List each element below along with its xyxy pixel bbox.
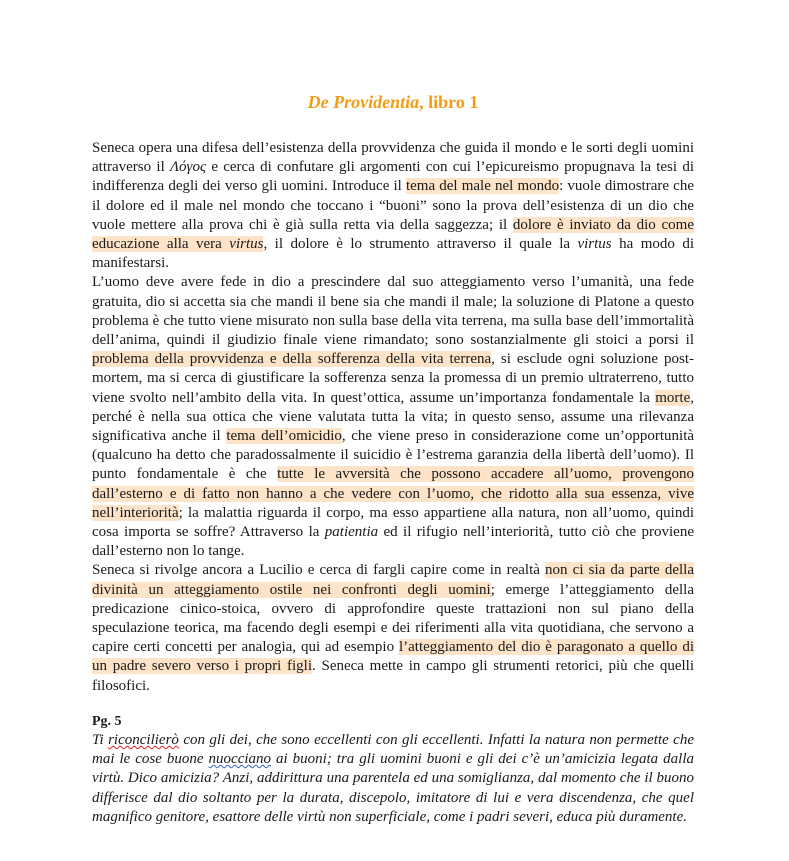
document-page: [92, 92, 694, 827]
highlighted-text: morte: [655, 389, 691, 406]
highlighted-text: virtus: [229, 236, 264, 253]
highlighted-text: l’atteggiamento del dio è paragonato a quello di un padre severo verso i propri figli: [92, 639, 694, 675]
text-segment: L’uomo deve avere fede in dio a prescindere dal suo atteggiamento verso l’umanità, una fede gratuita, dio si accetta sia che mandi il bene sia che mandi il male; la soluzione di Platone a questo problema è che tutto viene misurato non sulla base della vita terrena, ma sulla base dell’immortalità dell’anima, quindi il giudizio finale viene rimandato; sono sostanzialmente gli stoici a porsi il: [92, 274, 694, 349]
text-segment: ; la malattia riguarda il corpo, ma esso appartiene alla natura, non all’uomo, quindi cosa importa se soffre? Attraverso la: [92, 504, 694, 541]
highlighted-text: non ci sia da parte della divinità un atteggiamento ostile nei confronti degli uomini: [92, 562, 694, 598]
paragraph: [92, 273, 694, 561]
text-segment: Seneca opera una difesa dell’esistenza della provvidenza che guida il mondo e le sorti degli uomini attraverso il: [92, 140, 694, 176]
highlighted-text: tema dell’omicidio: [226, 428, 342, 445]
text-segment: virtus: [577, 236, 612, 253]
text-segment: ed il rifugio nell’interiorità, tutto ciò che proviene dall’esterno non lo tange.: [92, 524, 694, 560]
text-segment: , si esclude ogni soluzione post-mortem, ma si cerca di giustificare la sofferenza senza la promessa di un premio ultraterreno, tutto viene svolto nell’ambito della vita. In quest’ottica, assume un’importanza fondamentale la: [92, 351, 694, 406]
page-reference: Pg. 5: [92, 713, 122, 729]
spellcheck-word: riconcilierò: [108, 731, 179, 748]
title-rest: , libro 1: [419, 92, 479, 112]
document-title: [92, 92, 694, 113]
text-segment: Λόγος: [170, 159, 207, 176]
quote-paragraph: [92, 731, 694, 827]
text-segment: Ti: [92, 731, 109, 748]
title-italic: De Providentia: [307, 92, 420, 112]
spellcheck-word: nuocciano: [208, 751, 272, 768]
text-segment: , il dolore è lo strumento attraverso il quale la: [263, 236, 578, 253]
text-segment: e cerca di confutare gli argomenti con cui l’epicureismo propugnava la tesi di indifferenza degli dei verso gli uomini. Introduce il: [92, 159, 694, 195]
highlighted-text: dolore è inviato da dio come educazione alla vera: [92, 216, 694, 253]
text-segment: , perché è nella sua ottica che viene valutata tutta la vita; in questo senso, assume una rilevanza significativa anche il: [92, 389, 694, 445]
paragraph: [92, 561, 694, 695]
text-segment: ; emerge l’atteggiamento della predicazione cinico-stoica, ovvero di approfondire queste trattazioni non sul piano della speculazione teorica, ma facendo degli esempi e dei riferimenti alla vita quotidiana, che servono a capire certi concetti per analogia, qui ad esempio: [92, 581, 694, 656]
paragraph: [92, 139, 694, 273]
text-segment: Seneca si rivolge ancora a Lucilio e cerca di fargli capire come in realtà: [92, 562, 546, 579]
text-segment: . Seneca mette in campo gli strumenti retorici, più che quelli filosofici.: [92, 658, 694, 694]
body-text: [92, 139, 694, 696]
text-segment: patientia: [324, 524, 379, 541]
text-segment: : vuole dimostrare che il dolore ed il male nel mondo che toccano i “buoni” sono la prova dell’esistenza di un dio che vuole mettere alla prova chi è già sulla retta via della saggezza; il: [92, 178, 694, 233]
highlighted-text: problema della provvidenza e della sofferenza della vita terrena: [92, 351, 492, 368]
text-segment: ha modo di manifestarsi.: [92, 236, 694, 272]
highlighted-text: tema del male nel mondo: [405, 178, 560, 195]
highlighted-text: tutte le avversità che possono accadere all’uomo, provengono dall’esterno e di fatto non hanno a che vedere con l’uomo, che ridotto alla sua essenza, vive nell’interiorità: [92, 466, 694, 521]
text-segment: , che viene preso in considerazione come un’opportunità (qualcuno ha detto che paradossalmente il suicidio è l’estrema garanzia della libertà dell’uomo). Il punto fondamentale è che: [92, 428, 695, 483]
text-segment: con gli dei, che sono eccellenti con gli eccellenti. Infatti la natura non permette che mai le cose buone: [92, 731, 694, 768]
text-segment: ai buoni; tra gli uomini buoni e gli dei c’è un’amicizia legata dalla virtù. Dico amicizia? Anzi, addirittura una parentela ed una somiglianza, dal momento che il buono differisce dal dio soltanto per la durata, discepolo, imitatore di lui e vera discendenza, che quel magnifico genitore, esattore delle virtù non superficiale, come i padri severi, educa più duramente.: [92, 751, 694, 825]
